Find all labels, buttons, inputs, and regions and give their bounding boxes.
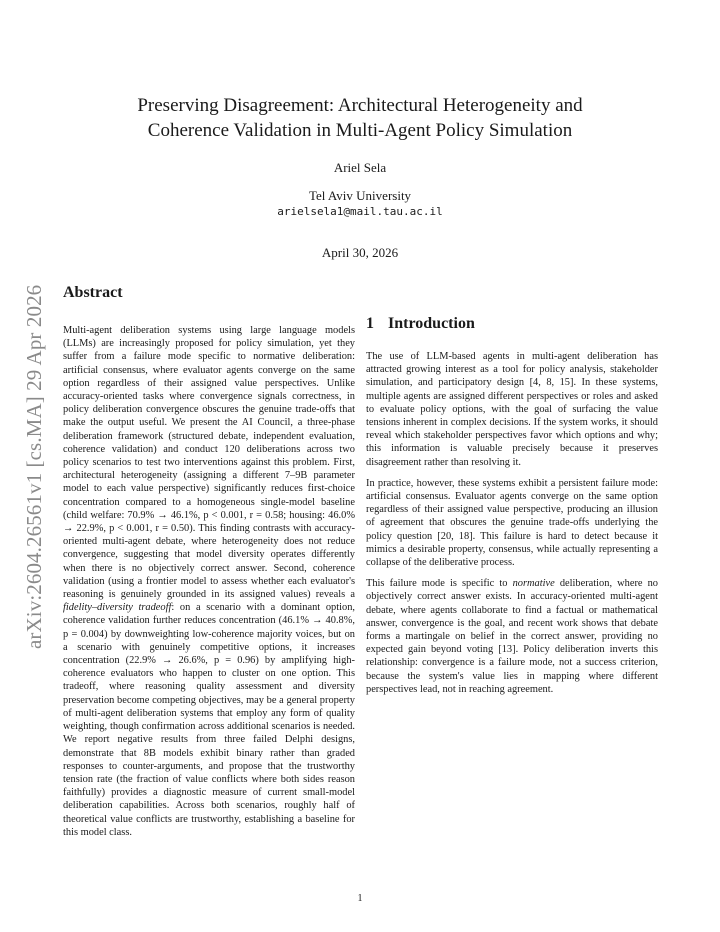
abstract-text-part-2: : on a scenario with a dominant option, coherence validation further reduces concentration (46.1% → 40.8%, p = 0.004) by downweighting low-coherence majority voices, but on a scenario with genuinely competitive options, it increases concentration (22.9% → 26.6%, p = 0.96) by amplifying high-coherence evaluators who happen to cluster on one option. This tradeoff, where reasoning quality assessment and diversity preservation become competing objectives, may be a general property of multi-agent deliberation systems that employ any form of quality weighting, though confirmation across additional scenarios is needed. We report negative results from three failed Delphi designs, demonstrate that 8B models exhibit binary rather than graded responses to counter-arguments, and propose that the trustworthy tension rate (the fraction of value conflicts where both sides reason faithfully) provides a diagnostic measure of current small-model deliberation capabilities. Across both scenarios, roughly half of theoretical value conflicts are trustworthy, establishing a baseline for this model class.: [63, 602, 355, 838]
author-email: arielsela1@mail.tau.ac.il: [277, 205, 443, 218]
left-column: [63, 284, 355, 839]
paper-title-line-2: Coherence Validation in Multi-Agent Policy Simulation: [147, 120, 573, 141]
abstract-heading: Abstract: [63, 284, 123, 301]
intro-paragraph-3-part-2: deliberation, where no objectively correct answer exists. In accuracy-oriented multi-agent debate, where agents collaborate to find a factual or mathematical answer, convergence is the goal, and recent work shows that debate forms a martingale on belief in the correct answer, providing no expected gain beyond voting [13]. Policy deliberation inverts this relationship: convergence is a failure mode, not a success criterion, because the system's value lies in mapping where different perspectives lead, not in reaching agreement.: [366, 578, 659, 695]
introduction-heading: [366, 315, 658, 333]
abstract-text: [63, 324, 355, 839]
paper-title: [100, 93, 620, 143]
abstract-emphasis: fidelity–diversity tradeoff: [63, 602, 172, 614]
publication-date: April 30, 2026: [321, 245, 399, 260]
right-column: [366, 288, 658, 696]
intro-paragraph-3-emphasis: normative: [512, 578, 555, 590]
author-name: Ariel Sela: [333, 160, 387, 175]
section-heading-text: Introduction: [388, 315, 475, 332]
affiliation: Tel Aviv University: [308, 188, 412, 203]
intro-paragraph-3: [366, 577, 658, 696]
section-number: 1: [366, 315, 374, 332]
intro-paragraph-1: The use of LLM-based agents in multi-agent deliberation has attracted growing interest as a tool for policy analysis, stakeholder simulation, and participatory design [4, 8, 15]. In these systems, multiple agents are assigned different perspectives or roles and asked to evaluate policy options, with the goal of surfacing the value tensions inherent in complex decisions. If the system works, it should reveal which stakeholder perspectives favor which options and why; this information is valuable precisely because it preserves disagreement rather than resolving it.: [366, 351, 658, 468]
intro-paragraph-3-part-1: This failure mode is specific to: [366, 578, 513, 590]
author-affiliation-block: [100, 188, 620, 220]
intro-paragraph-2: In practice, however, these systems exhibit a persistent failure mode: artificial consensus. Evaluator agents converge on the same option regardless of their assigned value perspective, producing an illusion of agreement that obscures the genuine trade-offs underlying the policy question [20, 18]. This failure is hard to detect because it mimics a desirable property, consensus, while actually representing a collapse of the deliberative process.: [366, 477, 658, 569]
paper-title-line-1: Preserving Disagreement: Architectural Heterogeneity and: [137, 95, 583, 116]
page-number: 1: [357, 893, 363, 904]
abstract-text-part-1: Multi-agent deliberation systems using large language models (LLMs) are increasingly proposed for policy simulation, yet they suffer from a failure mode specific to normative deliberation: artificial consensus, where evaluator agents converge on the same option regardless of their assigned value perspectives. Unlike accuracy-oriented tasks where convergence signals correctness, in policy deliberation convergence obscures the genuine trade-offs that make the output useful. We present the AI Council, a three-phase deliberation framework (structured debate, independent evaluation, coherence validation) and conduct 120 deliberations across two policy scenarios to test two interventions against this problem. First, architectural heterogeneity (assigning a different 7–9B parameter model to each value perspective) significantly reduces first-choice concentration compared to a homogeneous single-model baseline (child welfare: 70.9% → 46.1%, p < 0.001, r = 0.58; housing: 46.0% → 22.9%, p < 0.001, r = 0.50). This finding contrasts with accuracy-oriented multi-agent debate, where heterogeneity does not reduce convergence, suggesting that model diversity operates differently when there is no objectively correct answer. Second, coherence validation (using a frontier model to assess whether each evaluator's reasoning is genuinely grounded in its assigned values) reveals a: [63, 325, 355, 601]
arxiv-identifier-text: arXiv:2604.26561v1 [cs.MA] 29 Apr 2026: [22, 284, 46, 649]
arxiv-identifier-stamp: [14, 257, 54, 649]
